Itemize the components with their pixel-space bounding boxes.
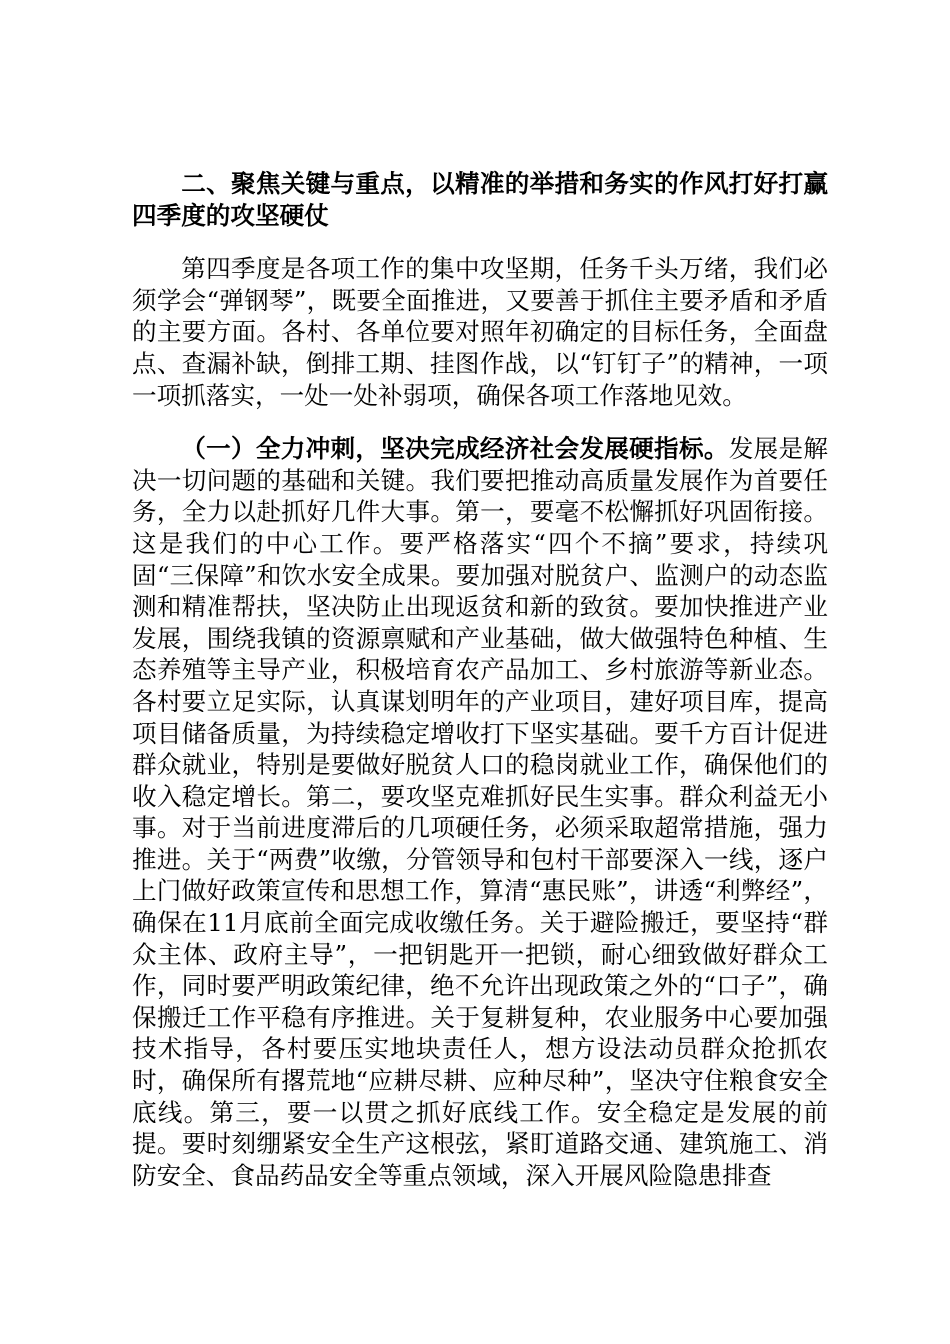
intro-paragraph: 第四季度是各项工作的集中攻坚期，任务千头万绪，我们必须学会“弹钢琴”，既要全面推进，又要善于抓住主要矛盾和矛盾的主要方面。各村、各单位要对照年初确定的目标任务，全面盘点、查漏补缺，倒排工期、挂图作战，以“钉钉子”的精神，一项一项抓落实，一处一处补弱项，确保各项工作落地见效。 (132, 254, 828, 410)
subsection-lead: （一）全力冲刺，坚决完成经济社会发展硬指标。 (181, 434, 729, 464)
subsection-paragraph (132, 433, 828, 1191)
document-page (132, 168, 828, 1213)
subsection-body: 发展是解决一切问题的基础和关键。我们要把推动高质量发展作为首要任务，全力以赴抓好几件大事。第一，要毫不松懈抓好巩固衔接。这是我们的中心工作。要严格落实“四个不摘”要求，持续巩固“三保障”和饮水安全成果。要加强对脱贫户、监测户的动态监测和精准帮扶，坚决防止出现返贫和新的致贫。要加快推进产业发展，围绕我镇的资源禀赋和产业基础，做大做强特色种植、生态养殖等主导产业，积极培育农产品加工、乡村旅游等新业态。各村要立足实际，认真谋划明年的产业项目，建好项目库，提高项目储备质量，为持续稳定增收打下坚实基础。要千方百计促进群众就业，特别是要做好脱贫人口的稳岗就业工作，确保他们的收入稳定增长。第二，要攻坚克难抓好民生实事。群众利益无小事。对于当前进度滞后的几项硬任务，必须采取超常措施，强力推进。关于“两费”收缴，分管领导和包村干部要深入一线，逐户上门做好政策宣传和思想工作，算清“惠民账”，讲透“利弊经”，确保在11月底前全面完成收缴任务。关于避险搬迁，要坚持“群众主体、政府主导”，一把钥匙开一把锁，耐心细致做好群众工作，同时要严明政策纪律，绝不允许出现政策之外的“口子”，确保搬迁工作平稳有序推进。关于复耕复种，农业服务中心要加强技术指导，各村要压实地块责任人，想方设法动员群众抢抓农时，确保所有撂荒地“应耕尽耕、应种尽种”，坚决守住粮食安全底线。第三，要一以贯之抓好底线工作。安全稳定是发展的前提。要时刻绷紧安全生产这根弦，紧盯道路交通、建筑施工、消防安全、食品药品安全等重点领域，深入开展风险隐患排查 (132, 434, 828, 1190)
section-heading: 二、聚焦关键与重点，以精准的举措和务实的作风打好打赢四季度的攻坚硬仗 (132, 169, 828, 230)
